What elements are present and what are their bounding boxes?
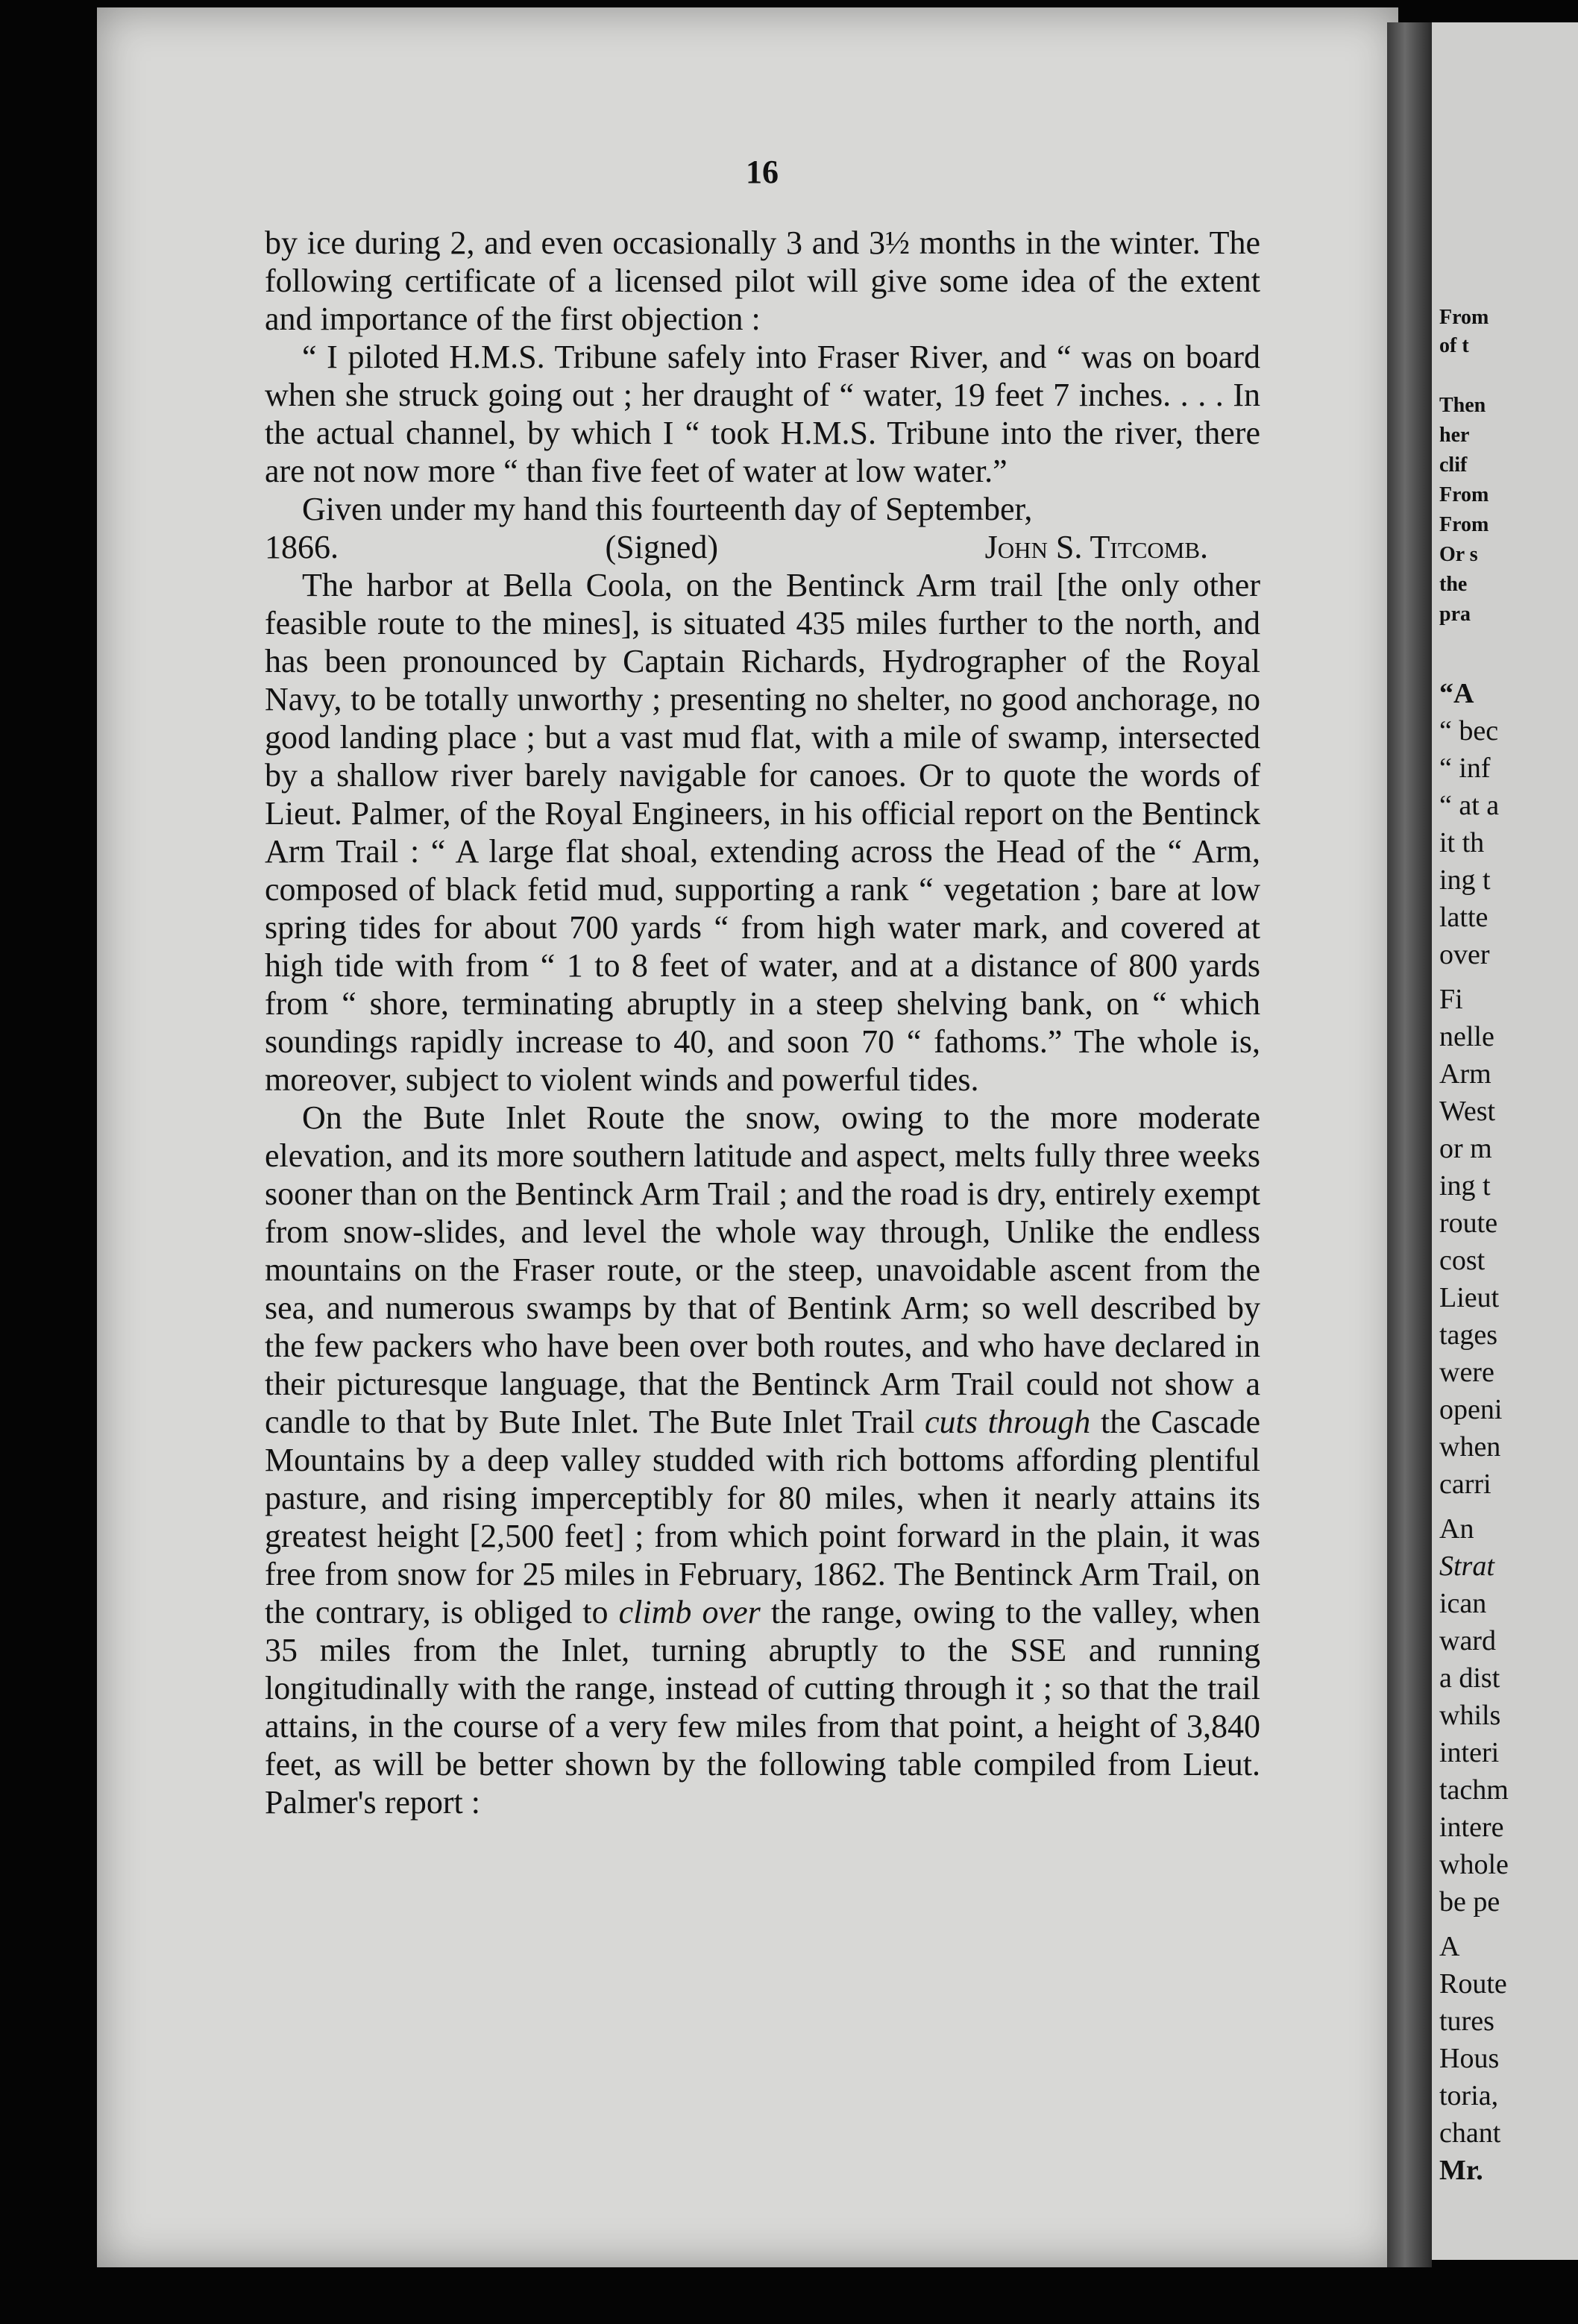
adjacent-fragment: ing t (1439, 1170, 1491, 1202)
adjacent-fragment: West (1439, 1096, 1496, 1127)
adjacent-fragment: a dist (1439, 1662, 1500, 1694)
adjacent-fragment: the (1439, 573, 1468, 596)
body-text (265, 224, 1260, 1821)
adjacent-fragment: Or s (1439, 543, 1478, 566)
emphasis-text: climb over (618, 1594, 761, 1630)
adjacent-fragment: toria, (1439, 2080, 1499, 2111)
signed-label: (Signed) (605, 529, 719, 565)
adjacent-fragment: From (1439, 513, 1489, 536)
paragraph-text: the Cascade Mountains by a deep valley studded with rich bottoms affording plentiful pasture, and rising imperceptibly for 80 miles, when it nearly attains its greatest height [2,500 feet] ; from which point forward in the plain, it was free from snow for 25 miles in February, 1862. The Bentinck Arm Trail, on the contrary, is obliged to (265, 1404, 1261, 1630)
adjacent-fragment: openi (1439, 1394, 1503, 1425)
adjacent-fragment: “ inf (1439, 753, 1491, 784)
paragraph-text: the range, owing to the valley, when 35 miles from the Inlet, turning abruptly to the SSE and running longitudinally with the range, instead of cutting through it ; so that the trail attains, in the course of a very few miles from that point, a height of 3,840 feet, as will be better shown by the following table compiled from Lieut. Palmer's report : (265, 1594, 1260, 1821)
adjacent-fragment: “A (1439, 678, 1474, 709)
adjacent-fragment: ing t (1439, 864, 1491, 896)
adjacent-page-edge (1432, 22, 1578, 2260)
adjacent-fragment: interi (1439, 1737, 1500, 1768)
adjacent-fragment: ican (1439, 1588, 1487, 1619)
paragraph-bella-coola: The harbor at Bella Coola, on the Bentinck Arm trail [the only other feasible route to the mines], is situated 435 miles further to the north, and has been pronounced by Captain Richards, Hydrographer of the Royal Navy, to be totally unworthy ; presenting no shelter, no good anchorage, no good landing place ; but a vast mud flat, with a mile of swamp, intersected by a shallow river barely navigable for canoes. Or to quote the words of Lieut. Palmer, of the Royal Engineers, in his official report on the Bentinck Arm Trail : “ A large flat shoal, extending across the Head of the “ Arm, composed of black fetid mud, supporting a rank “ vegetation ; bare at low spring tides for about 700 yards “ from high water mark, and covered at high tide with from “ 1 to 8 feet of water, and at a distance of 800 yards from “ shore, terminating abruptly in a steep shelving bank, on “ which soundings rapidly increase to 40, and soon 70 “ fathoms.” The whole is, moreover, subject to violent winds and powerful tides. (265, 567, 1260, 1098)
adjacent-fragment: tages (1439, 1319, 1498, 1351)
pilot-certificate-quote: “ I piloted H.M.S. Tribune safely into Fraser River, and “ was on board when she struck going out ; her draught of “ water, 19 feet 7 inches. . . . In the actual channel, by which I “ took H.M.S. Tribune into the river, there are not now more “ than five feet of water at low water.” (265, 339, 1260, 489)
adjacent-fragment: Route (1439, 1968, 1507, 2000)
adjacent-fragment: carri (1439, 1469, 1491, 1500)
adjacent-fragment: An (1439, 1513, 1474, 1545)
emphasis-text: cuts through (925, 1404, 1091, 1440)
adjacent-fragment: nelle (1439, 1021, 1494, 1052)
adjacent-fragment: or m (1439, 1133, 1492, 1164)
signature-line (265, 528, 1260, 566)
adjacent-fragment: ward (1439, 1625, 1496, 1656)
adjacent-fragment: latte (1439, 902, 1489, 933)
adjacent-fragment: cost (1439, 1245, 1486, 1276)
adjacent-fragment: of t (1439, 334, 1469, 357)
certificate-date-line: Given under my hand this fourteenth day of September, (302, 491, 1033, 527)
adjacent-fragment: chant (1439, 2117, 1501, 2149)
adjacent-fragment: when (1439, 1431, 1501, 1463)
adjacent-fragment: Hous (1439, 2043, 1500, 2074)
paragraph-text: On the Bute Inlet Route the snow, owing to the more moderate elevation, and its more southern latitude and aspect, melts fully three weeks sooner than on the Bentinck Arm Trail ; and the road is dry, entirely exempt from snow-slides, and level the whole way through, Unlike the endless mountains on the Fraser route, or the steep, unavoidable ascent from the sea, and numerous swamps by that of Bentink Arm; so well described by the few packers who have been over both routes, and who have declared in their picturesque language, that the Bentinck Arm Trail could not show a candle to that by Bute Inlet. The Bute Inlet Trail (265, 1099, 1260, 1440)
adjacent-fragment: were (1439, 1357, 1494, 1388)
adjacent-fragment: Lieut (1439, 1282, 1500, 1313)
adjacent-fragment: intere (1439, 1812, 1504, 1843)
adjacent-fragment: be pe (1439, 1886, 1500, 1918)
adjacent-fragment: tachm (1439, 1774, 1509, 1806)
adjacent-fragment: her (1439, 424, 1470, 447)
adjacent-fragment: route (1439, 1207, 1498, 1239)
adjacent-fragment: over (1439, 939, 1490, 970)
adjacent-fragment: A (1439, 1931, 1460, 1962)
adjacent-fragment: clif (1439, 453, 1468, 477)
page-gutter-shadow (1387, 22, 1432, 2267)
adjacent-fragment: Strat (1439, 1551, 1494, 1582)
adjacent-fragment: whils (1439, 1700, 1501, 1731)
paragraph-continuation: by ice during 2, and even occasionally 3 and 3½ months in the winter. The following certificate of a licensed pilot will give some idea of the extent and importance of the first objection : (265, 224, 1260, 337)
adjacent-fragment: pra (1439, 603, 1471, 626)
adjacent-fragment: “ bec (1439, 715, 1499, 747)
certificate-year: 1866. (265, 529, 339, 565)
page-number: 16 (746, 154, 779, 190)
adjacent-fragment: Arm (1439, 1058, 1491, 1090)
paragraph-bute-inlet (265, 1099, 1260, 1821)
signatory-name: John S. Titcomb. (984, 529, 1208, 565)
adjacent-fragment: “ at a (1439, 790, 1500, 821)
adjacent-fragment: it th (1439, 827, 1485, 858)
adjacent-fragment: whole (1439, 1849, 1509, 1880)
adjacent-fragment: Mr. (1439, 2155, 1483, 2186)
adjacent-fragment: From (1439, 483, 1489, 506)
adjacent-fragment: Then (1439, 394, 1486, 417)
adjacent-fragment: From (1439, 306, 1489, 329)
adjacent-fragment: tures (1439, 2006, 1494, 2037)
adjacent-fragment: Fi (1439, 984, 1463, 1015)
